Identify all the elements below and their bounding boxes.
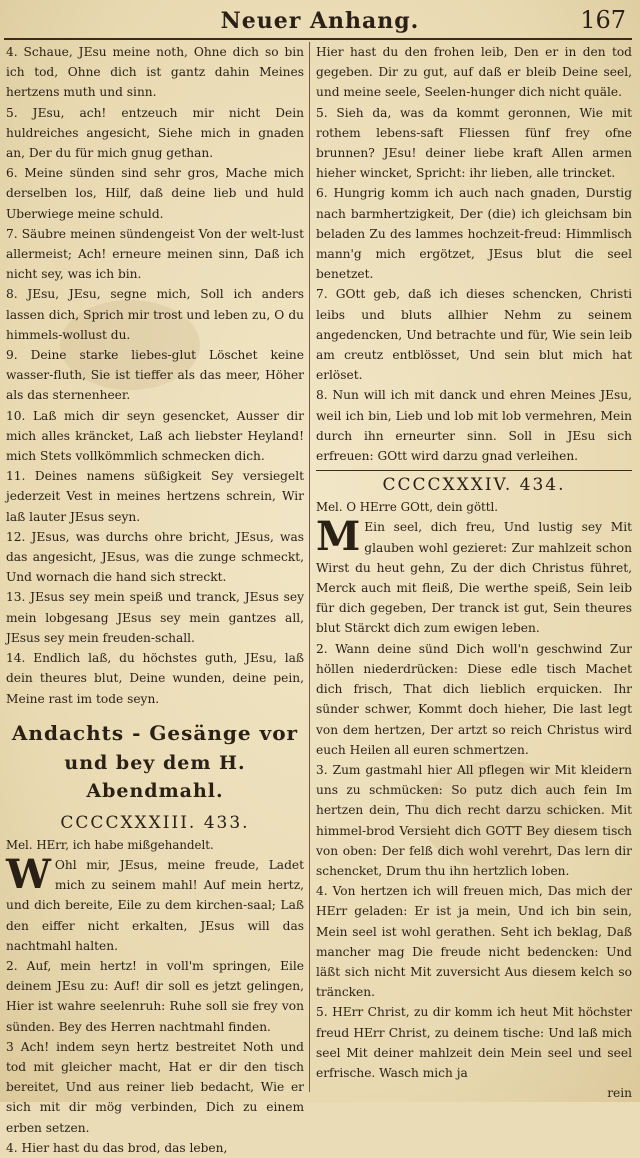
verse: 3. Zum gastmahl hier All pflegen wir Mit kleidern uns zu schmücken: So putz dich auch fein Im hertzen dein, Thu dich recht darzu schicken. Mit himmel-brod Versieht dich GOTT Bey diesem tisch von oben: Der felß dich wohl verehrt, Das lern dir schencket, Drum thu ihn hertzlich loben.: [316, 762, 632, 878]
verse: 3 Ach! indem seyn hertz bestreitet Noth und tod mit gleicher macht, Hat er dir den tisch bereitet, Und aus reiner lieb bedacht, Wie er sich mit dir mög verbinden, Dich zu einem erben setzen.: [6, 1039, 304, 1135]
verse: 9. Deine starke liebes-glut Löschet keine wasser-fluth, Sie ist tieffer als das meer, Höher als das sternenheer.: [6, 348, 304, 403]
verse: Hier hast du den frohen leib, Den er in den tod gegeben. Dir zu gut, auf daß er bleib Deine seel, und meine seele, Seelen-hunger dich nicht quäle.: [316, 45, 632, 100]
verse: 12. JEsus, was durchs ohre bricht, JEsus, was das angesicht, JEsus, was die zunge schmeckt, Und wornach die hand sich streckt.: [6, 529, 304, 585]
verse: 5. Sieh da, was da kommt geronnen, Wie mit rothem lebens-saft Fliessen fünf frey ofne brunnen? JEsu! deiner liebe kraft Allen armen hieher wincket, Spricht: ihr lieben, alle trincket.: [316, 105, 632, 181]
verse: 10. Laß mich dir seyn gesencket, Ausser dir mich alles kräncket, Laß ach liebster Heyland! mich Stets vollkömmlich schmecken dich.: [6, 408, 304, 464]
verse: 13. JEsus sey mein speiß und tranck, JEsus sey mein lobgesang JEsus sey mein gantzes all, JEsus sey mein freuden-schall.: [6, 590, 304, 645]
verse: 4. Schaue, JEsu meine noth, Ohne dich so bin ich tod, Ohne dich ist gantz dahin Meines hertzens muth und sinn.: [6, 45, 304, 100]
verse: 7. Säubre meinen sündengeist Von der welt-lust allermeist; Ach! erneure meinen sinn, Daß ich nicht sey, was ich bin.: [6, 226, 304, 282]
verse: 2. Wann deine sünd Dich woll'n geschwind Zur höllen niederdrücken: Diese edle tisch Machet dich frisch, That dich lieblich erquicken. Ihr sünder schwer, Kommt doch hieher, Die last legt von dem hertzen, Der artzt so reich Christus wird euch Heilen all euren schmertzen.: [316, 641, 632, 757]
section-subtitle: und bey dem H. Abendmahl.: [64, 751, 246, 802]
verse: 5. HErr Christ, zu dir komm ich heut Mit höchster freud HErr Christ, zu deinem tische: Und laß mich seel Mit deiner mahlzeit dein Mein seel und seel erfrische. Wasch mich ja: [316, 1005, 632, 1080]
first-verse-text: Ohl mir, JEsus, meine freude, Ladet mich zu seinem mahl! Auf mein hertz, und dich bereite, Eile zu dem kirchen-saal; Laß den eiffer nicht erkalten, JEsus will das nachtmahl halten.: [6, 857, 304, 953]
drop-initial: W: [6, 850, 51, 898]
header-rule: [4, 38, 632, 40]
verse: 4. Von hertzen ich will freuen mich, Das mich der HErr geladen: Er ist ja mein, Und ich bin sein, Mein seel ist wohl gerathen. Seht ich beklag, Daß mancher mag Die freude nicht bedencken: Und läßt sich nicht Mit zuversicht Aus diesem kelch so träncken.: [316, 884, 632, 1000]
page-number: 167: [580, 6, 626, 34]
melody-line: Mel. O HErre GOtt, dein göttl.: [316, 500, 499, 515]
verse: 2. Auf, mein hertz! in voll'm springen, Eile deinem JEsu zu: Auf! dir soll es jetzt gelingen, Hier ist wahre seelenruh: Ruhe soll sie frey von sünden. Bey des Herren nachtmahl finden.: [6, 958, 304, 1034]
hymn-number: CCCCXXXIV. 434.: [316, 470, 632, 497]
column-divider: [309, 42, 310, 1092]
first-verse: [316, 513, 632, 638]
verse: 7. GOtt geb, daß ich dieses schencken, Christi leibs und bluts allhier Nehm zu seinem angedencken, Und betrachte und für, Wie sein leib am creutz entblösset, Und sein blut mich hat erlöset.: [316, 287, 632, 383]
drop-initial: M: [316, 513, 361, 561]
verse: 8. JEsu, JEsu, segne mich, Soll ich anders lassen dich, Sprich mir trost und leben zu, O du himmels-wollust du.: [6, 287, 304, 342]
verse: 8. Nun will ich mit danck und ehren Meines JEsu, weil ich bin, Lieb und lob mit lob vermehren, Mein durch ihn erneurter sinn. Soll in JEsu sich erfreuen: GOtt wird darzu gnad verleihen.: [316, 388, 632, 464]
left-column: [6, 42, 304, 1155]
verse: 6. Meine sünden sind sehr gros, Mache mich derselben los, Hilf, daß deine lieb und huld Uberwiege meine schuld.: [6, 166, 304, 221]
melody-line: Mel. HErr, ich habe mißgehandelt.: [6, 837, 214, 852]
section-title: Andachts - Gesänge vor: [11, 720, 299, 745]
verse: 4. Hier hast du das brod, das leben,: [6, 1140, 228, 1155]
first-verse: [6, 850, 304, 956]
verse: 11. Deines namens süßigkeit Sey versiegelt jederzeit Vest in meines hertzens schrein, Wir laß lauter JEsus seyn.: [6, 469, 304, 524]
running-title: Neuer Anhang.: [220, 8, 420, 34]
catchword: rein: [607, 1086, 632, 1101]
page-header: [0, 4, 640, 38]
verse: 6. Hungrig komm ich auch nach gnaden, Durstig nach barmhertzigkeit, Der (die) ich gleichsam bin beladen Zu des lammes hochzeit-freud: Himmlisch mann'g mich ergötzet, JEsus blut die seel benetzet.: [316, 186, 632, 282]
hymn-number: CCCCXXXIII. 433.: [60, 812, 250, 833]
first-verse-text: Ein seel, dich freu, Und lustig sey Mit glauben wohl gezieret: Zur mahlzeit schon Wirst du heut gehn, Zu der dich Christus führet, Merck auch mit fleiß, Die werthe speiß, Sein leib für dich gegeben, Der tranck ist gut, Sein theures blut Stärckt dich zum ewigen leben.: [316, 520, 632, 636]
verse: 14. Endlich laß, du höchstes guth, JEsu, laß dein theures blut, Deine wunden, deine pein, Meine rast im tode seyn.: [6, 651, 304, 706]
right-column: [316, 42, 632, 1100]
verse: 5. JEsu, ach! entzeuch mir nicht Dein huldreiches angesicht, Siehe mich in gnaden an, Der du für mich gnug gethan.: [6, 105, 304, 161]
